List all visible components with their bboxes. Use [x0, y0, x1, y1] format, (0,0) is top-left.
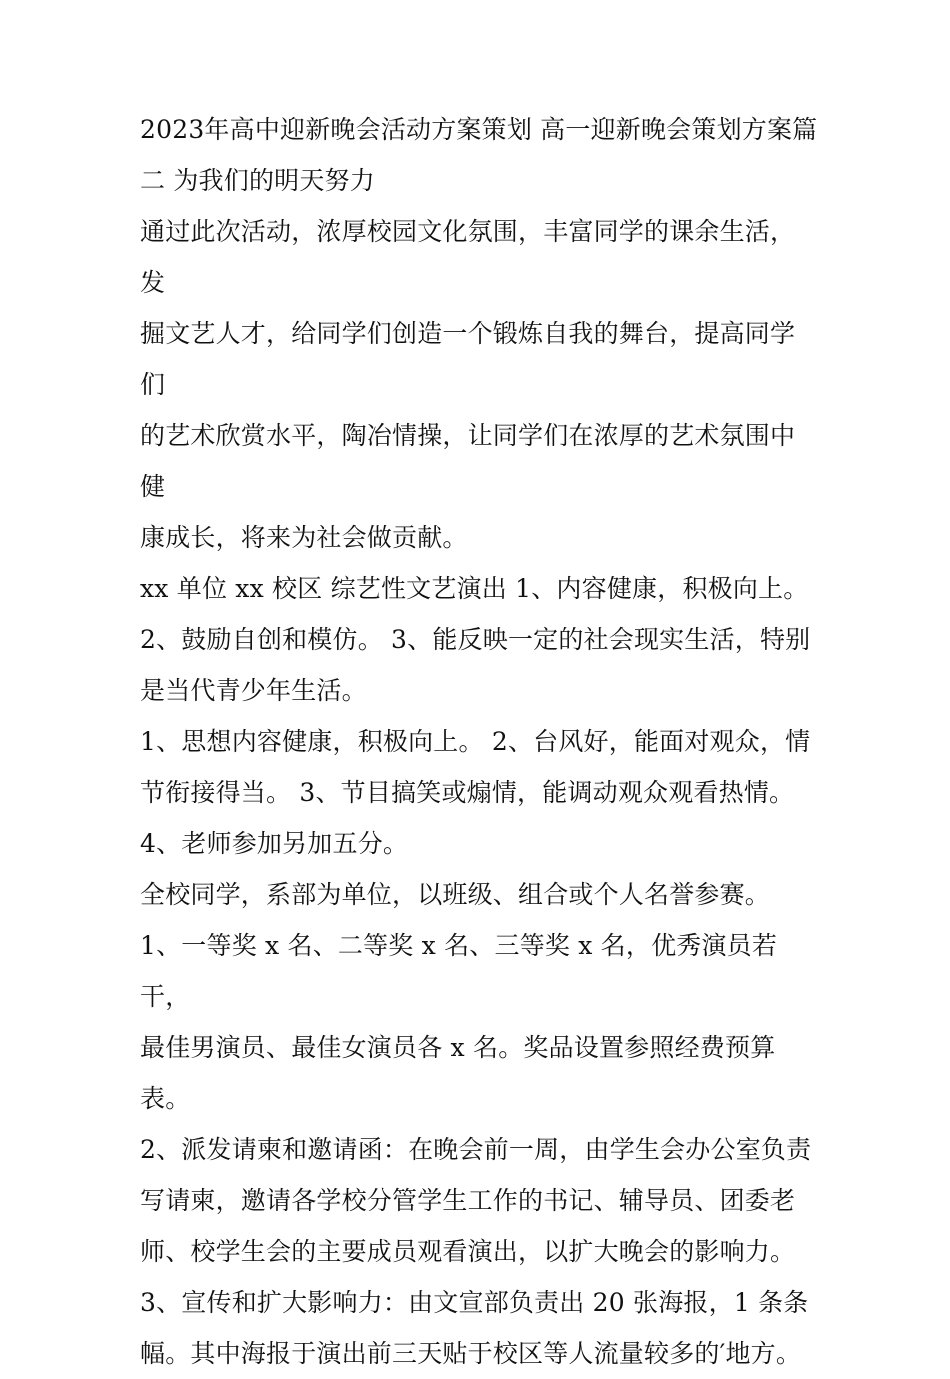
- text-line: 师、校学生会的主要成员观看演出，以扩大晚会的影响力。: [140, 1237, 796, 1266]
- text-line: 3、宣传和扩大影响力：由文宣部负责出 20 张海报，1 条条: [140, 1288, 809, 1317]
- text-line: 节衔接得当。 3、节目搞笑或煽情，能调动观众观看热情。: [140, 778, 795, 807]
- text-line: 1、一等奖 x 名、二等奖 x 名、三等奖 x 名，优秀演员若干，: [140, 931, 778, 1011]
- text-line: 写请柬，邀请各学校分管学生工作的书记、辅导员、团委老: [140, 1186, 796, 1215]
- text-line: 4、老师参加另加五分。: [140, 829, 409, 858]
- text-line: 通过此次活动，浓厚校园文化氛围，丰富同学的课余生活，发: [140, 217, 796, 297]
- text-line: 1、思想内容健康，积极向上。 2、台风好，能面对观众，情: [140, 727, 811, 756]
- text-line: 康成长，将来为社会做贡献。: [140, 523, 468, 552]
- text-line: 是当代青少年生活。: [140, 676, 367, 705]
- text-line: 全校同学，系部为单位，以班级、组合或个人名誉参赛。: [140, 880, 771, 909]
- text-line: 最佳男演员、最佳女演员各 x 名。奖品设置参照经费预算表。: [140, 1033, 776, 1113]
- text-line: xx 单位 xx 校区 综艺性文艺演出 1、内容健康，积极向上。: [140, 574, 809, 603]
- text-line: 幅。其中海报于演出前三天贴于校区等人流量较多的′地方。: [140, 1339, 802, 1368]
- text-line: 掘文艺人才，给同学们创造一个锻炼自我的舞台，提高同学们: [140, 319, 796, 399]
- text-line: 2、派发请柬和邀请函：在晚会前一周，由学生会办公室负责: [140, 1135, 812, 1164]
- document-title-line-1: 2023年高中迎新晚会活动方案策划 高一迎新晚会策划方案篇: [140, 115, 818, 144]
- document-body: [140, 104, 820, 1379]
- text-line: 2、鼓励自创和模仿。 3、能反映一定的社会现实生活，特别: [140, 625, 811, 654]
- document-title-line-2: 二 为我们的明天努力: [140, 166, 375, 195]
- text-line: 的艺术欣赏水平，陶冶情操，让同学们在浓厚的艺术氛围中健: [140, 421, 796, 501]
